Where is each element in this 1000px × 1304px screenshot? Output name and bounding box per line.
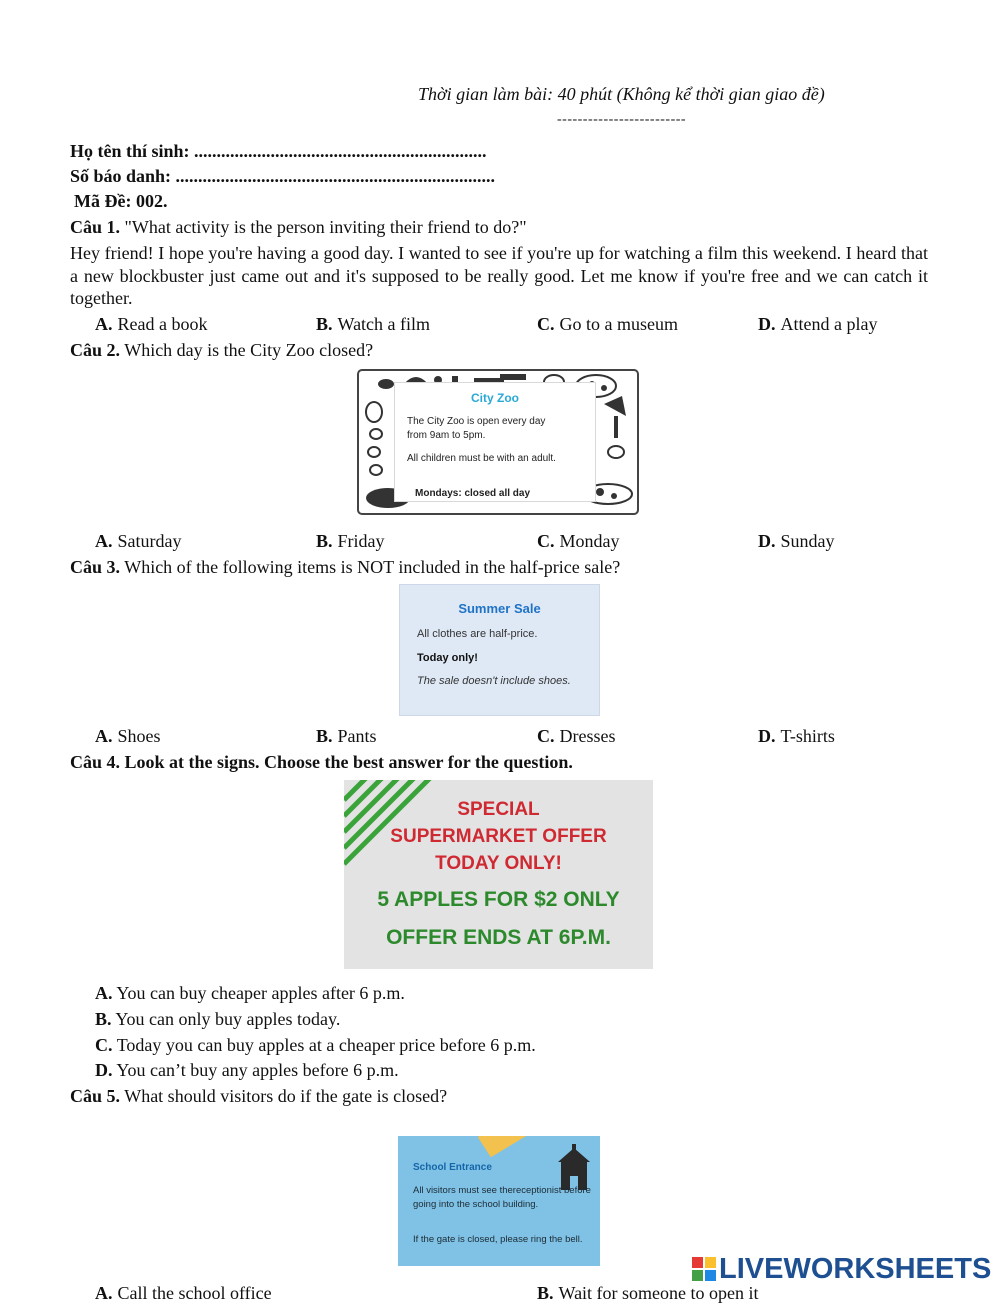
q2-option-b[interactable]: [316, 531, 385, 552]
question-1-text: "What activity is the person inviting their friend to do?": [124, 217, 527, 237]
question-5-text: What should visitors do if the gate is closed?: [124, 1086, 448, 1106]
sale-sign-title: Summer Sale: [458, 601, 541, 616]
zoo-sign-title: City Zoo: [471, 391, 519, 405]
option-letter: B.: [316, 314, 333, 334]
option-text: Sunday: [780, 531, 835, 551]
option-text: Dresses: [559, 726, 616, 746]
school-entrance-sign: [398, 1136, 600, 1266]
option-text: You can only buy apples today.: [115, 1009, 341, 1029]
question-1-number: Câu 1.: [70, 217, 121, 237]
school-sign-title: School Entrance: [413, 1162, 492, 1173]
option-text: Read a book: [117, 314, 208, 334]
liveworksheets-logo-icon: [692, 1257, 716, 1281]
offer-line-5: OFFER ENDS AT 6P.M.: [386, 926, 611, 949]
option-text: Saturday: [117, 531, 182, 551]
q2-option-c[interactable]: [537, 531, 620, 552]
question-1-passage: Hey friend! I hope you're having a good day. I wanted to see if you're up for watching a film this weekend. I heard that a new blockbuster just came out and it's supposed to be really good. Let me know if you're free and we can catch it together.: [70, 243, 928, 308]
school-sign-line-1: All visitors must see thereceptionist before going into the school building.: [413, 1185, 591, 1210]
option-letter: B.: [316, 531, 333, 551]
q1-option-b[interactable]: [316, 314, 430, 335]
option-text: Pants: [337, 726, 377, 746]
q4-option-a[interactable]: [95, 983, 405, 1004]
zoo-sign-panel: [394, 382, 596, 502]
q3-option-a[interactable]: [95, 726, 161, 747]
option-letter: B.: [95, 1009, 112, 1029]
zoo-sign-hours: The City Zoo is open every day from 9am to 5pm.: [407, 416, 546, 441]
city-zoo-sign: [356, 368, 640, 516]
option-letter: A.: [95, 726, 113, 746]
q4-option-c[interactable]: [95, 1035, 536, 1056]
question-1: [70, 217, 527, 238]
liveworksheets-watermark: [692, 1252, 991, 1286]
sale-sign-line-1: All clothes are half-price.: [417, 628, 538, 640]
q3-option-c[interactable]: [537, 726, 616, 747]
option-letter: C.: [537, 314, 555, 334]
q3-option-b[interactable]: [316, 726, 377, 747]
exam-time: Thời gian làm bài: 40 phút (Không kể thời gian giao đề): [418, 84, 825, 104]
school-sign-line-2: If the gate is closed, please ring the bell.: [413, 1234, 583, 1245]
question-3-text: Which of the following items is NOT included in the half-price sale?: [124, 557, 621, 577]
sale-sign-line-3: The sale doesn't include shoes.: [417, 675, 571, 687]
option-letter: A.: [95, 531, 113, 551]
option-letter: D.: [758, 314, 776, 334]
question-2: [70, 340, 373, 361]
option-text: T-shirts: [780, 726, 835, 746]
option-text: Call the school office: [117, 1283, 272, 1303]
zoo-sign-rule: All children must be with an adult.: [407, 453, 556, 464]
option-letter: C.: [95, 1035, 113, 1055]
option-letter: C.: [537, 726, 555, 746]
q2-option-a[interactable]: [95, 531, 181, 552]
exam-code: Mã Đề: 002.: [74, 191, 168, 211]
option-text: Wait for someone to open it: [558, 1283, 759, 1303]
supermarket-offer-sign: [344, 780, 653, 969]
q1-option-c[interactable]: [537, 314, 678, 335]
option-text: Shoes: [117, 726, 161, 746]
question-5-number: Câu 5.: [70, 1086, 121, 1106]
option-letter: A.: [95, 1283, 113, 1303]
q2-option-d[interactable]: [758, 531, 835, 552]
option-text: Attend a play: [780, 314, 878, 334]
option-letter: D.: [758, 531, 776, 551]
option-text: Monday: [559, 531, 620, 551]
option-letter: A.: [95, 314, 113, 334]
question-2-text: Which day is the City Zoo closed?: [124, 340, 374, 360]
student-id-label: Số báo danh: .......................................................................: [70, 166, 496, 186]
zoo-sign-closed: Mondays: closed all day: [415, 488, 531, 499]
option-text: Go to a museum: [559, 314, 678, 334]
offer-line-3: TODAY ONLY!: [435, 853, 562, 874]
option-text: Today you can buy apples at a cheaper price before 6 p.m.: [116, 1035, 536, 1055]
option-text: You can buy cheaper apples after 6 p.m.: [116, 983, 405, 1003]
q4-option-b[interactable]: [95, 1009, 340, 1030]
q4-option-d[interactable]: [95, 1060, 399, 1081]
watermark-text: LIVEWORKSHEETS: [719, 1252, 992, 1285]
summer-sale-sign: [399, 584, 600, 716]
question-3: [70, 557, 620, 578]
option-letter: B.: [316, 726, 333, 746]
option-letter: C.: [537, 531, 555, 551]
sale-sign-line-2: Today only!: [417, 652, 478, 664]
option-text: Friday: [337, 531, 385, 551]
option-letter: D.: [758, 726, 776, 746]
option-letter: B.: [537, 1283, 554, 1303]
option-text: Watch a film: [337, 314, 431, 334]
header-divider: -------------------------: [557, 112, 687, 127]
q3-option-d[interactable]: [758, 726, 835, 747]
q1-option-d[interactable]: [758, 314, 877, 335]
student-name-label: Họ tên thí sinh: .................................................................: [70, 141, 487, 161]
option-letter: D.: [95, 1060, 113, 1080]
offer-line-4: 5 APPLES FOR $2 ONLY: [377, 888, 620, 911]
option-letter: A.: [95, 983, 113, 1003]
offer-line-1: SPECIAL: [457, 799, 540, 820]
question-5: [70, 1086, 447, 1107]
question-3-number: Câu 3.: [70, 557, 121, 577]
question-4-text: Câu 4. Look at the signs. Choose the best answer for the question.: [70, 752, 573, 772]
question-2-number: Câu 2.: [70, 340, 121, 360]
q1-option-a[interactable]: [95, 314, 207, 335]
option-text: You can’t buy any apples before 6 p.m.: [116, 1060, 399, 1080]
offer-line-2: SUPERMARKET OFFER: [390, 826, 607, 847]
